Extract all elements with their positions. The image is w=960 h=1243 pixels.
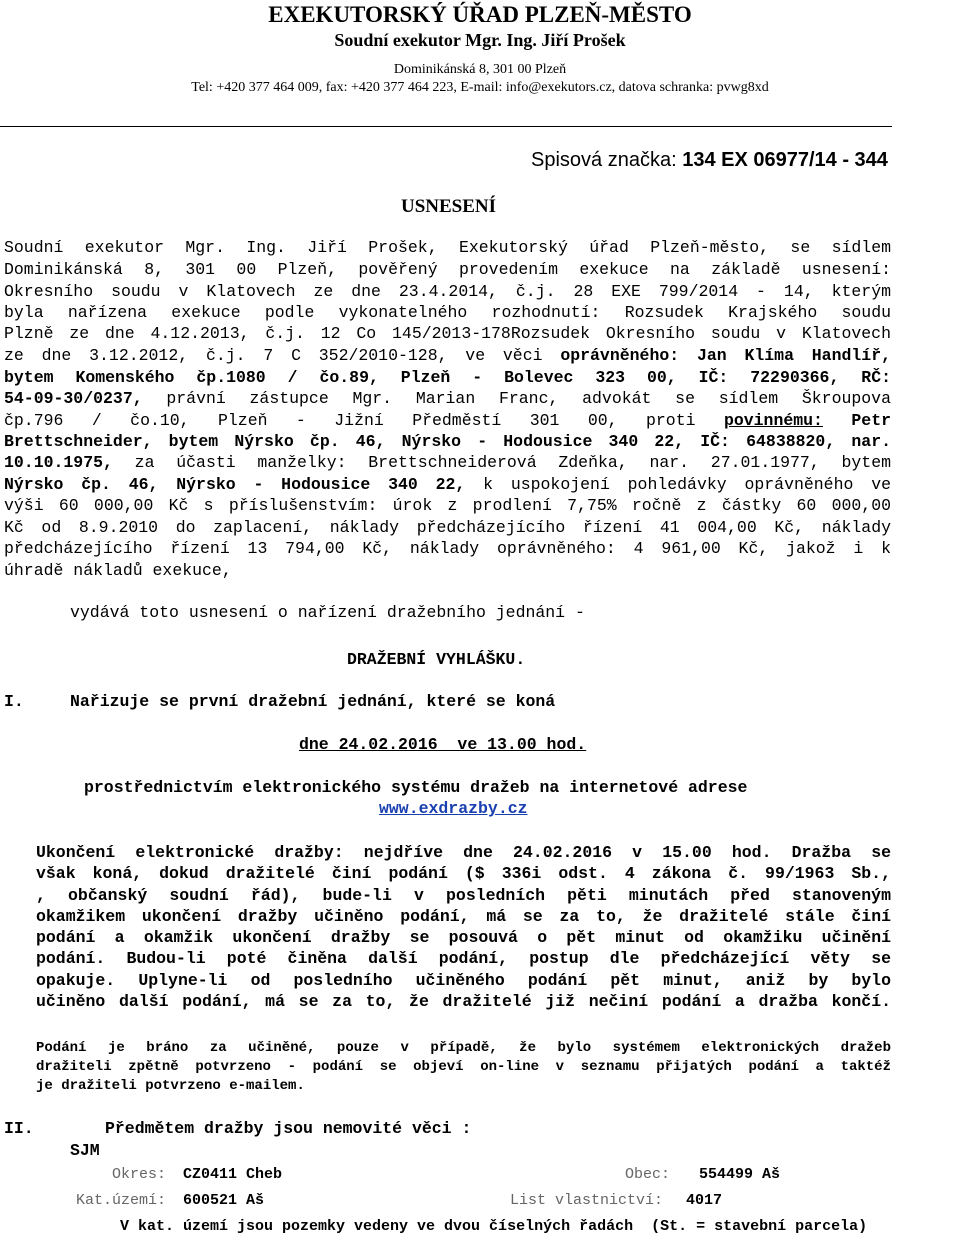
case-number (531, 149, 888, 172)
intro-line: úhradě nákladů exekuce, (4, 561, 232, 580)
spouse-address: Nýrsko čp. 46, Nýrsko - Hodousice 340 22, (4, 475, 466, 494)
intro-line: Plzně ze dne 4.12.2013, č.j. 12 Co 145/2013-178Rozsudek Okresního soudu v Klatovech (4, 324, 891, 343)
intro-text: ze dne 3.12.2012, č.j. 7 C 352/2010-128, ve věci (4, 346, 561, 365)
intro-line: výši 60 000,00 Kč s příslušenstvím: úrok z prodlení 7,75% ročně z částky 60 000,00 (4, 496, 891, 515)
section-1-heading: Nařizuje se první dražební jednání, které se koná (70, 692, 556, 711)
obec-label: Obec: (625, 1166, 671, 1183)
intro-line: předcházejícího řízení 13 794,00 Kč, náklady oprávněného: 4 961,00 Kč, jakož i k (4, 539, 891, 558)
intro-text: čp.796 / čo.10, Plzeň - Jižní Předměstí 301 00, proti (4, 411, 724, 430)
paragraph-line: opakuje. Uplyne-li od posledního učiněného podání pět minut, aniž by bylo (36, 971, 891, 990)
lv-label: List vlastnictví: (510, 1192, 664, 1209)
lv-row (510, 1192, 722, 1209)
intro-line: Okresního soudu v Klatovech ze dne 23.4.2014, č.j. 28 EXE 799/2014 - 14, kterým (4, 282, 891, 301)
ku-value: 600521 Aš (183, 1192, 265, 1209)
lv-value: 4017 (686, 1192, 723, 1209)
office-contact: Tel: +420 377 464 009, fax: +420 377 464 223, E-mail: info@exekutors.cz, datova schranka: pvwg8xd (191, 80, 769, 95)
intro-text: právní zástupce Mgr. Marian Franc, advokát se sídlem Škroupova (142, 389, 891, 408)
okres-label: Okres: (112, 1166, 167, 1183)
ku-label: Kat.území: (76, 1192, 167, 1209)
paragraph-line: podání. Budou-li poté činěna další podání, postup dle předcházející věty se (36, 949, 891, 968)
intro-line: Dominikánská 8, 301 00 Plzeň, pověřený provedením exekuce na základě usnesení: (4, 260, 891, 279)
ownership-type: SJM (70, 1141, 100, 1160)
debtor-birthdate: 10.10.1975, (4, 453, 113, 472)
section-2-number: II. (4, 1119, 34, 1138)
auction-date: dne 24.02.2016 ve 13.00 hod. (299, 735, 587, 754)
intro-line (4, 453, 891, 472)
intro-line: byla nařízena exekuce podle vykonatelného rozhodnutí: Rozsudek Krajského soudu (4, 303, 891, 322)
auction-url-link[interactable]: www.exdrazby.cz (379, 799, 528, 818)
header-divider (0, 126, 892, 127)
debtor-address: Brettschneider, bytem Nýrsko čp. 46, Nýrsko - Hodousice 340 22, IČ: 64838820, nar. (4, 432, 891, 451)
intro-line (4, 389, 891, 408)
office-address: Dominikánská 8, 301 00 Plzeň (393, 62, 567, 77)
intro-line: Kč od 8.9.2010 do zaplacení, náklady předcházejícího řízení 41 004,00 Kč, náklady (4, 518, 891, 537)
obec-value: 554499 Aš (699, 1166, 781, 1183)
cadastre-note: V kat. území jsou pozemky vedeny ve dvou číselných řadách (St. = stavební parcela) (120, 1218, 868, 1235)
paragraph-line: okamžikem ukončení dražby učiněno podání, má se za to, že dražitelé stále činí (36, 907, 891, 926)
paragraph-line: podání a okamžik ukončení dražby se posouvá o pět minut od okamžiku učinění (36, 928, 891, 947)
section-2-heading: Předmětem dražby jsou nemovité věci : (105, 1119, 472, 1138)
document-type: USNESENÍ (401, 196, 497, 217)
issues-statement: vydává toto usnesení o nařízení dražebního jednání - (70, 603, 585, 622)
intro-text: k uspokojení pohledávky oprávněného ve (465, 475, 892, 494)
paragraph-line: , občanský soudní řád), bude-li v posledních pěti minutách před stanoveným (36, 886, 891, 905)
paragraph-line: je dražiteli potvrzeno e-mailem. (36, 1078, 305, 1094)
debtor-label: povinnému: (723, 411, 823, 430)
document-title: DRAŽEBNÍ VYHLÁŠKU. (347, 650, 526, 669)
intro-line: Soudní exekutor Mgr. Ing. Jiří Prošek, Exekutorský úřad Plzeň-město, se sídlem (4, 238, 891, 257)
debtor-first-name: Petr (822, 411, 892, 430)
ku-row (76, 1192, 264, 1209)
creditor: oprávněného: Jan Klíma Handlíř, (560, 346, 891, 365)
intro-line (4, 475, 891, 494)
obec-row (625, 1166, 780, 1183)
office-title: EXEKUTORSKÝ ÚŘAD PLZEŇ-MĚSTO (268, 2, 692, 27)
paragraph-line: dražiteli zpětně potvrzeno - podání se objeví on-line v seznamu přijatých podání a taktéž (36, 1059, 891, 1075)
intro-text: za účasti manželky: Brettschneiderová Zdeňka, nar. 27.01.1977, bytem (112, 453, 891, 472)
paragraph-line: Ukončení elektronické dražby: nejdříve dne 24.02.2016 v 15.00 hod. Dražba se (36, 843, 891, 862)
creditor-address: bytem Komenského čp.1080 / čo.89, Plzeň - Bolevec 323 00, IČ: 72290366, RČ: (4, 368, 891, 387)
paragraph-line: však koná, dokud dražitelé činí podání ($ 336i odst. 4 zákona č. 99/1963 Sb., (36, 864, 891, 883)
case-number-value: 134 EX 06977/14 - 344 (682, 149, 888, 171)
paragraph-line: učiněno další podání, má se za to, že dražitelé již nečiní podání a dražba končí. (36, 992, 891, 1011)
intro-line (4, 411, 891, 430)
intro-line (4, 346, 891, 365)
case-number-label: Spisová značka: (531, 149, 677, 171)
section-1-number: I. (4, 692, 24, 711)
creditor-rc: 54-09-30/0237, (4, 389, 143, 408)
okres-row (112, 1166, 282, 1183)
executor-name: Soudní exekutor Mgr. Ing. Jiří Prošek (334, 30, 626, 50)
auction-via: prostřednictvím elektronického systému dražeb na internetové adrese (84, 778, 748, 797)
paragraph-line: Podání je bráno za učiněné, pouze v případě, že bylo systémem elektronických dražeb (36, 1040, 891, 1056)
okres-value: CZ0411 Cheb (183, 1166, 283, 1183)
